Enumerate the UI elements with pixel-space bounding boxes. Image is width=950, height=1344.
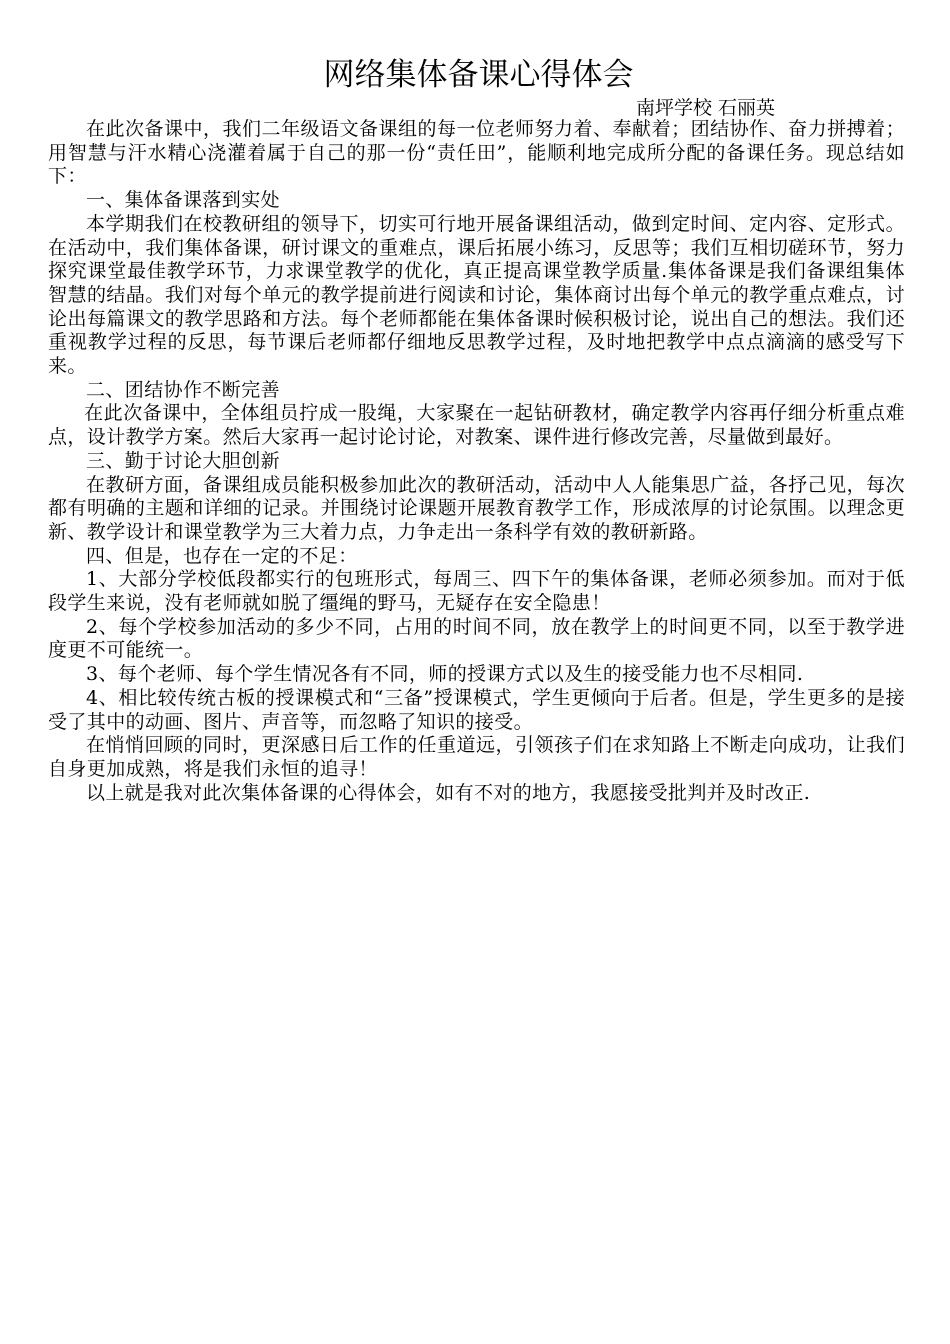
document-body [48, 118, 905, 805]
section-heading-2: 二、团结协作不断完善 [86, 378, 281, 401]
list-item: 1、大部分学校低段都实行的包班形式，每周三、四下午的集体备课，老师必须参加。而对于低段学生来说，没有老师就如脱了缰绳的野马，无疑存在安全隐患！ [48, 568, 905, 615]
document-page [48, 52, 905, 805]
body-paragraph: 在悄悄回顾的同时，更深感日后工作的任重道远，引领孩子们在求知路上不断走向成功，让我们自身更加成熟，将是我们永恒的追寻！ [48, 734, 905, 780]
intro-paragraph: 在此次备课中，我们二年级语文备课组的每一位老师努力着、奉献着；团结协作、奋力拼搏着；用智慧与汗水精心浇灌着属于自己的那一份“责任田”，能顺利地完成所分配的备课任务。现总结如下： [48, 118, 905, 188]
list-item: 4、相比较传统古板的授课模式和“三备”授课模式，学生更倾向于后者。但是，学生更多的是接受了其中的动画、图片、声音等，而忽略了知识的接受。 [48, 686, 905, 733]
list-item: 3、每个老师、每个学生情况各有不同，师的授课方式以及生的接受能力也不尽相同. [86, 663, 804, 686]
author-byline: 南坪学校 石丽英 [635, 97, 775, 119]
document-title: 网络集体备课心得体会 [323, 57, 634, 93]
list-item: 2、每个学校参加活动的多少不同，占用的时间不同，放在教学上的时间更不同，以至于教学进度更不可能统一。 [48, 615, 905, 662]
body-paragraph: 在教研方面，备课组成员能积极参加此次的教研活动，活动中人人能集思广益，各抒己见，每次都有明确的主题和详细的记录。并围绕讨论课题开展教育教学工作，形成浓厚的讨论氛围。以理念更新、教学设计和课堂教学为三大着力点，力争走出一条科学有效的教研新路。 [48, 473, 905, 543]
section-heading-3: 三、勤于讨论大胆创新 [86, 449, 281, 472]
body-paragraph: 在此次备课中，全体组员拧成一股绳，大家聚在一起钻研教材，确定教学内容再仔细分析重点难点，设计教学方案。然后大家再一起讨论讨论，对教案、课件进行修改完善，尽量做到最好。 [48, 402, 905, 449]
section-heading-4: 四、但是，也存在一定的不足： [86, 544, 358, 567]
section-heading-1: 一、集体备课落到实处 [86, 189, 281, 212]
body-paragraph: 本学期我们在校教研组的领导下，切实可行地开展备课组活动，做到定时间、定内容、定形式。在活动中，我们集体备课，研讨课文的重难点，课后拓展小练习，反思等；我们互相切磋环节，努力探究课堂最佳教学环节，力求课堂教学的优化，真正提高课堂教学质量.集体备课是我们备课组集体智慧的结晶。我们对每个单元的教学提前进行阅读和讨论，集体商讨出每个单元的教学重点难点，讨论出每篇课文的教学思路和方法。每个老师都能在集体备课时候积极讨论，说出自己的想法。我们还重视教学过程的反思，每节课后老师都仔细地反思教学过程，及时地把教学中点点滴滴的感受写下来。 [48, 212, 905, 378]
closing-paragraph: 以上就是我对此次集体备课的心得体会，如有不对的地方，我愿接受批判并及时改正. [86, 781, 811, 804]
